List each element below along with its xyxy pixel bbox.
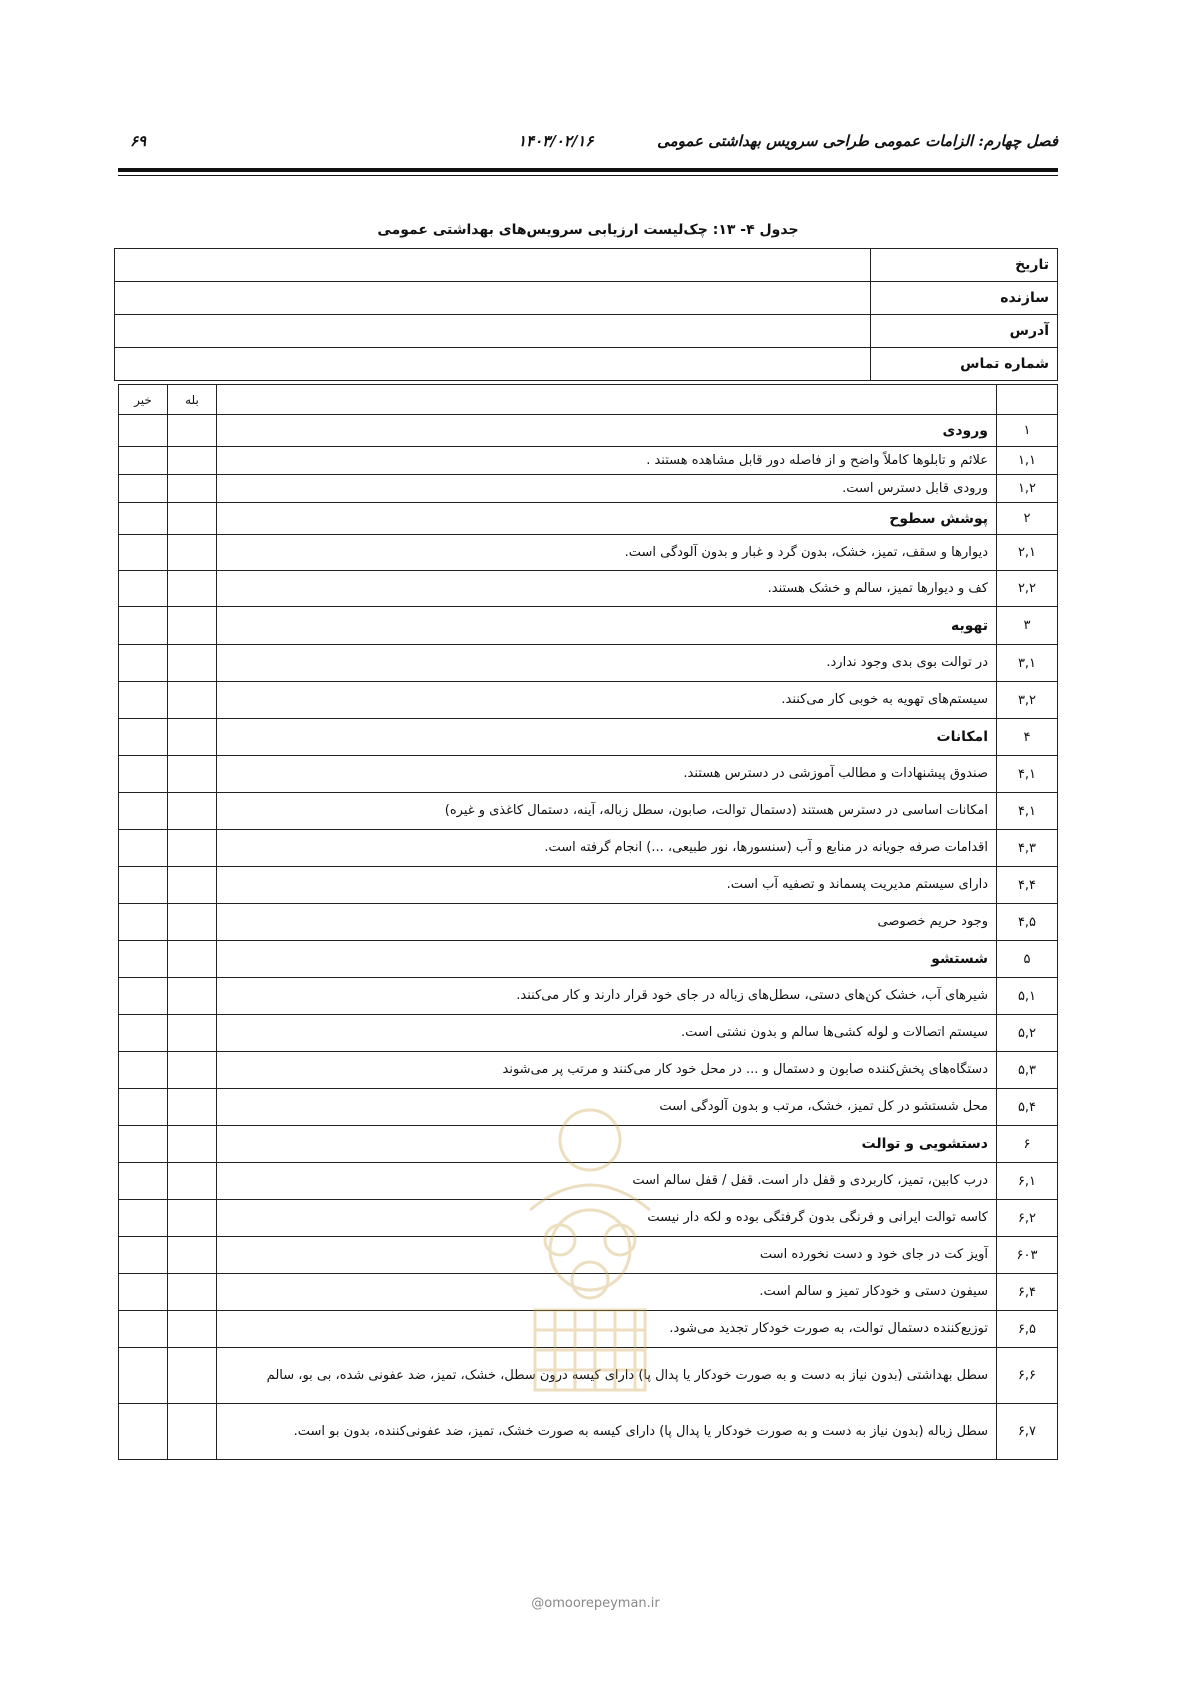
item-number: ۱,۱	[997, 447, 1058, 475]
yes-checkbox-cell[interactable]	[168, 1163, 217, 1200]
no-checkbox-cell[interactable]	[119, 645, 168, 682]
table-row	[119, 756, 1058, 793]
info-label: آدرس	[871, 315, 1058, 348]
info-table	[114, 248, 1058, 381]
item-text: سطل زباله (بدون نیاز به دست و به صورت خودکار یا پدال پا) دارای کیسه به صورت خشک، تمیز، ضد عفونی‌کننده، بدون بو است.	[217, 1404, 997, 1460]
yes-checkbox-cell[interactable]	[168, 1274, 217, 1311]
item-number: ۴,۱	[997, 793, 1058, 830]
info-label: شماره تماس	[871, 348, 1058, 381]
yes-header: بله	[168, 385, 217, 415]
header-date: ۱۴۰۳/۰۲/۱۶	[518, 132, 594, 150]
table-row	[119, 475, 1058, 503]
table-row	[119, 1348, 1058, 1404]
item-text: در توالت بوی بدی وجود ندارد.	[217, 645, 997, 682]
item-number: ۶,۵	[997, 1311, 1058, 1348]
no-checkbox-cell[interactable]	[119, 1311, 168, 1348]
item-text: اقدامات صرفه جویانه در منابع و آب (سنسورها، نور طبیعی، ...) انجام گرفته است.	[217, 830, 997, 867]
item-text: صندوق پیشنهادات و مطالب آموزشی در دسترس هستند.	[217, 756, 997, 793]
website-watermark: @omoorepeyman.ir	[531, 1596, 660, 1611]
item-number: ۲,۱	[997, 535, 1058, 571]
item-text: امکانات اساسی در دسترس هستند (دستمال توالت، صابون، سطل زباله، آینه، دستمال کاغذی و غیره)	[217, 793, 997, 830]
item-number: ۴,۴	[997, 867, 1058, 904]
yes-checkbox-cell[interactable]	[168, 1311, 217, 1348]
item-text: دیوارها و سقف، تمیز، خشک، بدون گرد و غبار و بدون آلودگی است.	[217, 535, 997, 571]
yes-checkbox-cell[interactable]	[168, 1052, 217, 1089]
item-number: ۵,۱	[997, 978, 1058, 1015]
yes-checkbox-cell[interactable]	[168, 535, 217, 571]
yes-checkbox-cell[interactable]	[168, 1348, 217, 1404]
table-row	[119, 830, 1058, 867]
item-number: ۵,۲	[997, 1015, 1058, 1052]
section-title: ورودی	[217, 415, 997, 447]
table-row	[119, 1015, 1058, 1052]
item-text: کاسه توالت ایرانی و فرنگی بدون گرفتگی بوده و لکه دار نیست	[217, 1200, 997, 1237]
item-number: ۶,۷	[997, 1404, 1058, 1460]
section-row	[119, 503, 1058, 535]
no-checkbox-cell[interactable]	[119, 1163, 168, 1200]
yes-checkbox-cell[interactable]	[168, 503, 217, 535]
info-row	[115, 315, 1058, 348]
no-checkbox-cell[interactable]	[119, 415, 168, 447]
table-row	[119, 1237, 1058, 1274]
no-checkbox-cell[interactable]	[119, 756, 168, 793]
no-checkbox-cell[interactable]	[119, 503, 168, 535]
no-checkbox-cell[interactable]	[119, 1015, 168, 1052]
item-text: سطل بهداشتی (بدون نیاز به دست و به صورت خودکار یا پدال پا) دارای کیسه درون سطل، خشک، تمیز، ضد عفونی شده، بی بو، سالم	[217, 1348, 997, 1404]
info-value-field[interactable]	[115, 249, 871, 282]
yes-checkbox-cell[interactable]	[168, 1404, 217, 1460]
yes-checkbox-cell[interactable]	[168, 941, 217, 978]
info-label: تاریخ	[871, 249, 1058, 282]
yes-checkbox-cell[interactable]	[168, 867, 217, 904]
item-header-cell	[217, 385, 997, 415]
no-checkbox-cell[interactable]	[119, 793, 168, 830]
no-checkbox-cell[interactable]	[119, 904, 168, 941]
table-row	[119, 1200, 1058, 1237]
table-row	[119, 1052, 1058, 1089]
no-checkbox-cell[interactable]	[119, 1237, 168, 1274]
yes-checkbox-cell[interactable]	[168, 1126, 217, 1163]
item-number: ۶,۱	[997, 1163, 1058, 1200]
item-number: ۵	[997, 941, 1058, 978]
table-row	[119, 682, 1058, 719]
table-caption: جدول ۴- ۱۳: چک‌لیست ارزیابی سرویس‌های بهداشتی عمومی	[377, 222, 799, 238]
section-title: شستشو	[217, 941, 997, 978]
section-row	[119, 607, 1058, 645]
section-row	[119, 941, 1058, 978]
item-number: ۱,۲	[997, 475, 1058, 503]
no-checkbox-cell[interactable]	[119, 571, 168, 607]
page-number: ۶۹	[130, 132, 147, 150]
yes-checkbox-cell[interactable]	[168, 1089, 217, 1126]
item-number: ۴,۱	[997, 756, 1058, 793]
table-row	[119, 645, 1058, 682]
item-text: دارای سیستم مدیریت پسماند و تصفیه آب است.	[217, 867, 997, 904]
item-text: آویز کت در جای خود و دست نخورده است	[217, 1237, 997, 1274]
item-number: ۶,۲	[997, 1200, 1058, 1237]
info-row	[115, 282, 1058, 315]
section-row	[119, 1126, 1058, 1163]
table-row	[119, 1274, 1058, 1311]
item-number: ۱	[997, 415, 1058, 447]
yes-checkbox-cell[interactable]	[168, 415, 217, 447]
section-title: دستشویی و توالت	[217, 1126, 997, 1163]
item-number: ۶,۶	[997, 1348, 1058, 1404]
item-number: ۴,۳	[997, 830, 1058, 867]
item-number: ۶	[997, 1126, 1058, 1163]
info-value-field[interactable]	[115, 315, 871, 348]
item-text: توزیع‌کننده دستمال توالت، به صورت خودکار تجدید می‌شود.	[217, 1311, 997, 1348]
item-text: ورودی قابل دسترس است.	[217, 475, 997, 503]
no-checkbox-cell[interactable]	[119, 1052, 168, 1089]
yes-checkbox-cell[interactable]	[168, 793, 217, 830]
no-checkbox-cell[interactable]	[119, 1200, 168, 1237]
item-text: وجود حریم خصوصی	[217, 904, 997, 941]
item-number: ۶,۴	[997, 1274, 1058, 1311]
table-row	[119, 535, 1058, 571]
yes-checkbox-cell[interactable]	[168, 645, 217, 682]
no-checkbox-cell[interactable]	[119, 867, 168, 904]
no-checkbox-cell[interactable]	[119, 535, 168, 571]
info-value-field[interactable]	[115, 348, 871, 381]
yes-checkbox-cell[interactable]	[168, 830, 217, 867]
table-row	[119, 904, 1058, 941]
item-number: ۲	[997, 503, 1058, 535]
table-row	[119, 447, 1058, 475]
table-row	[119, 1089, 1058, 1126]
section-row	[119, 415, 1058, 447]
yes-checkbox-cell[interactable]	[168, 475, 217, 503]
no-checkbox-cell[interactable]	[119, 475, 168, 503]
table-row	[119, 1311, 1058, 1348]
item-number: ۵,۴	[997, 1089, 1058, 1126]
item-text: علائم و تابلوها کاملاً واضح و از فاصله دور قابل مشاهده هستند .	[217, 447, 997, 475]
yes-checkbox-cell[interactable]	[168, 1015, 217, 1052]
yes-checkbox-cell[interactable]	[168, 756, 217, 793]
info-row	[115, 348, 1058, 381]
no-checkbox-cell[interactable]	[119, 719, 168, 756]
no-checkbox-cell[interactable]	[119, 1404, 168, 1460]
no-checkbox-cell[interactable]	[119, 1089, 168, 1126]
table-row	[119, 1404, 1058, 1460]
no-checkbox-cell[interactable]	[119, 1348, 168, 1404]
no-checkbox-cell[interactable]	[119, 607, 168, 645]
item-text: شیرهای آب، خشک کن‌های دستی، سطل‌های زباله در جای خود قرار دارند و کار می‌کنند.	[217, 978, 997, 1015]
yes-checkbox-cell[interactable]	[168, 978, 217, 1015]
item-text: سیفون دستی و خودکار تمیز و سالم است.	[217, 1274, 997, 1311]
no-header: خیر	[119, 385, 168, 415]
item-number: ۶۰۳	[997, 1237, 1058, 1274]
table-row	[119, 978, 1058, 1015]
yes-checkbox-cell[interactable]	[168, 571, 217, 607]
no-checkbox-cell[interactable]	[119, 682, 168, 719]
item-number: ۴	[997, 719, 1058, 756]
table-row	[119, 571, 1058, 607]
section-title: امکانات	[217, 719, 997, 756]
section-title: تهویه	[217, 607, 997, 645]
chapter-title: فصل چهارم: الزامات عمومی طراحی سرویس بهداشتی عمومی	[657, 132, 1058, 150]
item-text: سیستم اتصالات و لوله کشی‌ها سالم و بدون نشتی است.	[217, 1015, 997, 1052]
item-text: کف و دیوارها تمیز، سالم و خشک هستند.	[217, 571, 997, 607]
item-text: دستگاه‌های پخش‌کننده صابون و دستمال و ... در محل خود کار می‌کنند و مرتب پر می‌شوند	[217, 1052, 997, 1089]
table-row	[119, 793, 1058, 830]
no-checkbox-cell[interactable]	[119, 830, 168, 867]
section-row	[119, 719, 1058, 756]
yes-checkbox-cell[interactable]	[168, 719, 217, 756]
info-label: سازنده	[871, 282, 1058, 315]
yes-checkbox-cell[interactable]	[168, 1200, 217, 1237]
checklist-table	[118, 384, 1058, 1460]
yes-checkbox-cell[interactable]	[168, 607, 217, 645]
item-text: سیستم‌های تهویه به خوبی کار می‌کنند.	[217, 682, 997, 719]
table-row	[119, 867, 1058, 904]
yes-checkbox-cell[interactable]	[168, 1237, 217, 1274]
table-row	[119, 1163, 1058, 1200]
info-row	[115, 249, 1058, 282]
item-number: ۴,۵	[997, 904, 1058, 941]
no-checkbox-cell[interactable]	[119, 1274, 168, 1311]
header-rule-thick	[118, 168, 1058, 172]
yes-checkbox-cell[interactable]	[168, 682, 217, 719]
header-rule-thin	[118, 175, 1058, 176]
number-header-cell	[997, 385, 1058, 415]
item-number: ۲,۲	[997, 571, 1058, 607]
no-checkbox-cell[interactable]	[119, 1126, 168, 1163]
no-checkbox-cell[interactable]	[119, 978, 168, 1015]
section-title: پوشش سطوح	[217, 503, 997, 535]
item-number: ۳,۱	[997, 645, 1058, 682]
yes-checkbox-cell[interactable]	[168, 904, 217, 941]
yes-checkbox-cell[interactable]	[168, 447, 217, 475]
page-header	[118, 128, 1058, 158]
item-text: درب کابین، تمیز، کاربردی و قفل دار است. قفل / قفل سالم است	[217, 1163, 997, 1200]
checklist-header-row	[119, 385, 1058, 415]
no-checkbox-cell[interactable]	[119, 447, 168, 475]
no-checkbox-cell[interactable]	[119, 941, 168, 978]
item-text: محل شستشو در کل تمیز، خشک، مرتب و بدون آلودگی است	[217, 1089, 997, 1126]
info-value-field[interactable]	[115, 282, 871, 315]
item-number: ۳,۲	[997, 682, 1058, 719]
item-number: ۵,۳	[997, 1052, 1058, 1089]
item-number: ۳	[997, 607, 1058, 645]
